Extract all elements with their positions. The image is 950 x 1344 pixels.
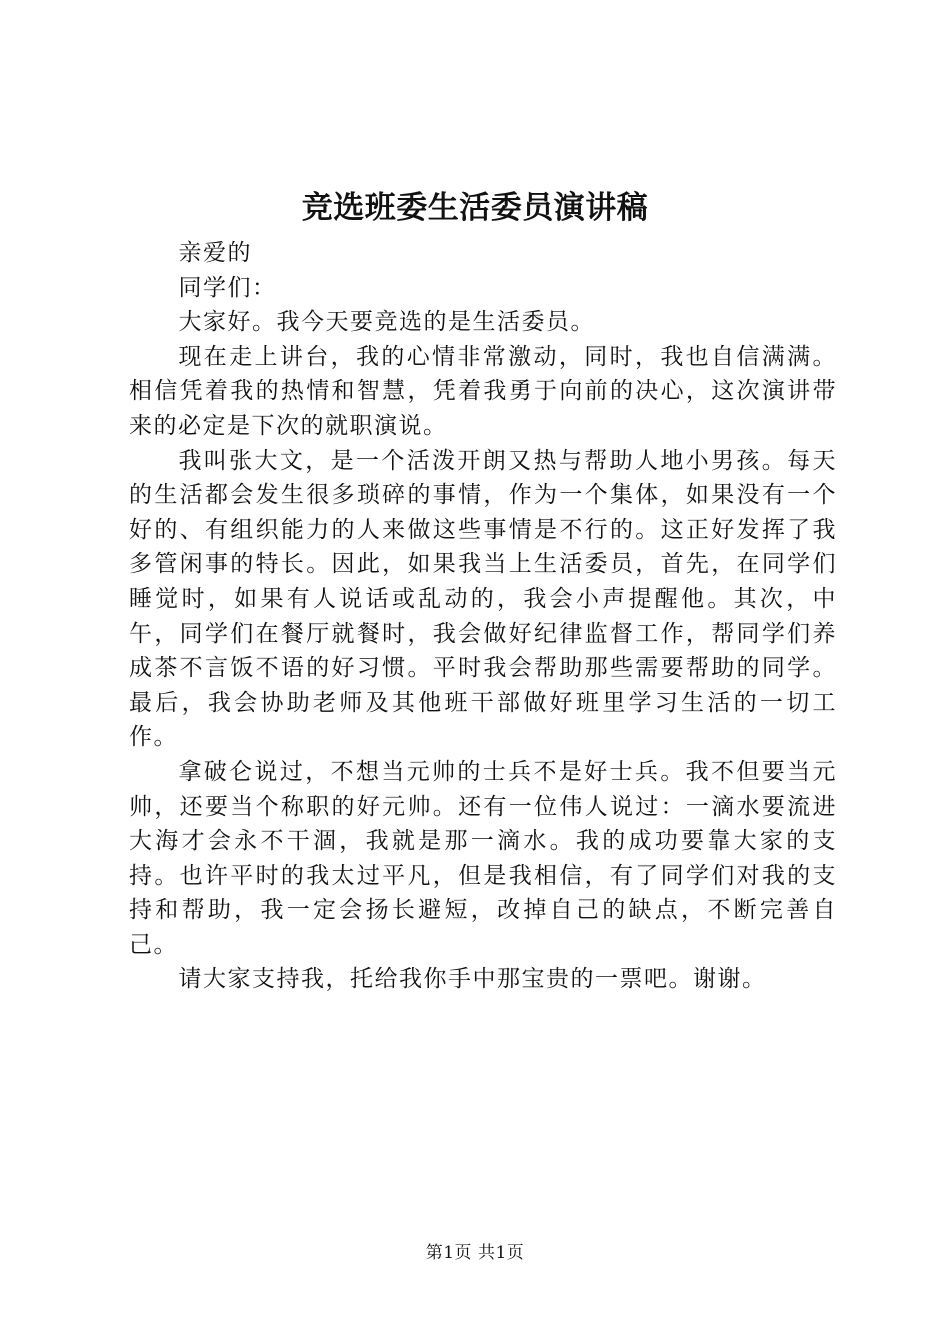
paragraph-quotes: 拿破仑说过，不想当元帅的士兵不是好士兵。我不但要当元帅，还要当个称职的好元帅。还有一位伟人说过：一滴水要流进大海才会永不干涸，我就是那一滴水。我的成功要靠大家的支持。也许平时的我太过平凡，但是我相信，有了同学们对我的支持和帮助，我一定会扬长避短，改掉自己的缺点，不断完善自己。 <box>129 758 837 958</box>
document-title: 竞选班委生活委员演讲稿 <box>301 190 649 226</box>
paragraph-greeting-2: 同学们： <box>178 274 277 301</box>
document-body <box>129 236 837 997</box>
page-number-footer: 第1页 共1页 <box>425 1243 525 1263</box>
paragraph-greeting-1: 亲爱的 <box>178 240 252 266</box>
paragraph-closing: 请大家支持我，托给我你手中那宝贵的一票吧。谢谢。 <box>178 966 767 993</box>
paragraph-opening: 大家好。我今天要竞选的是生活委员。 <box>178 309 595 336</box>
paragraph-self-introduction: 我叫张大文，是一个活泼开朗又热与帮助人地小男孩。每天的生活都会发生很多琐碎的事情，作为一个集体，如果没有一个好的、有组织能力的人来做这些事情是不行的。这正好发挥了我多管闲事的特长。因此，如果我当上生活委员，首先，在同学们睡觉时，如果有人说话或乱动的，我会小声提醒他。其次，中午，同学们在餐厅就餐时，我会做好纪律监督工作，帮同学们养成茶不言饭不语的好习惯。平时我会帮助那些需要帮助的同学。最后，我会协助老师及其他班干部做好班里学习生活的一切工作。 <box>129 447 837 751</box>
paragraph-confidence: 现在走上讲台，我的心情非常激动，同时，我也自信满满。相信凭着我的热情和智慧，凭着我勇于向前的决心，这次演讲带来的必定是下次的就职演说。 <box>129 343 837 439</box>
